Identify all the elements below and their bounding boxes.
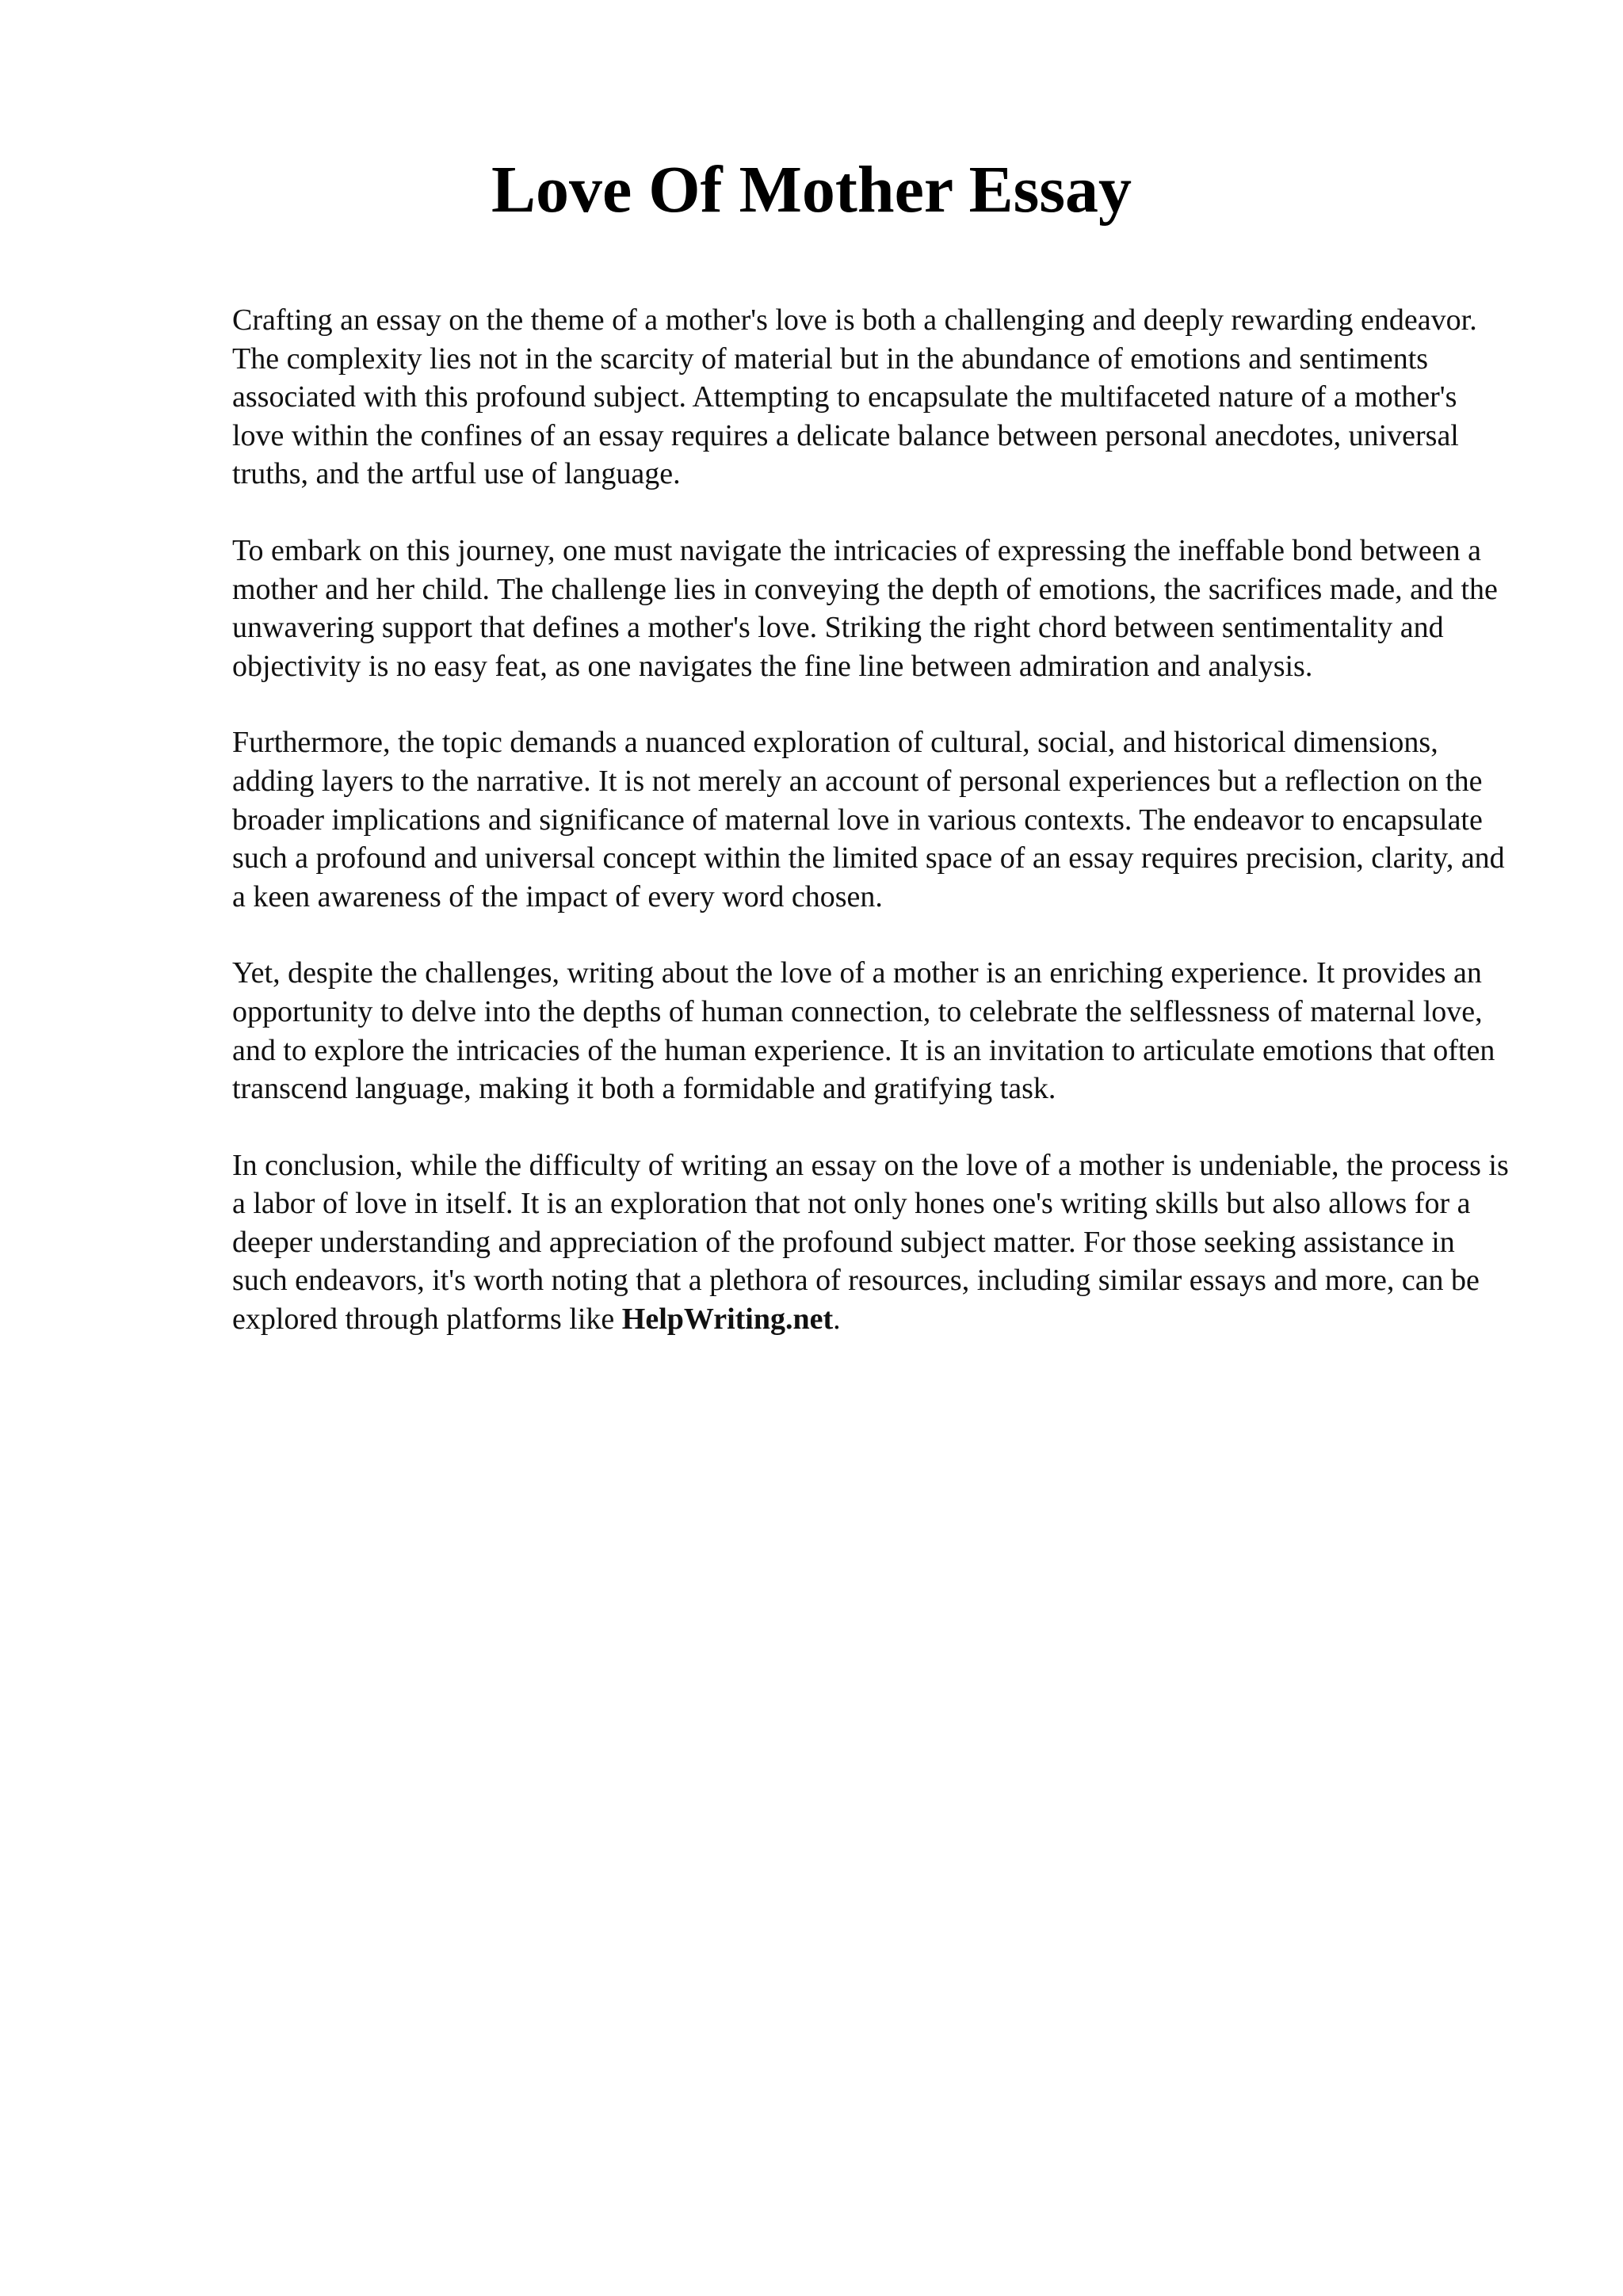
helpwriting-link[interactable]: HelpWriting.net [621, 1302, 834, 1337]
paragraph-conclusion [232, 1146, 1516, 1339]
conclusion-end: . [833, 1302, 841, 1337]
paragraph-2: To embark on this journey, one must navigate the intricacies of expressing the ineffable bond between a mother and her child. The challenge lies in conveying the depth of emotions, the sacrifices made, and the unwavering support that defines a mother's love. Striking the right chord between sentimentality and objectivity is no easy feat, as one navigates the fine line between admiration and analysis. [232, 533, 1498, 683]
conclusion-text: In conclusion, while the difficulty of writing an essay on the love of a mother is undeniable, the process is a labor of love in itself. It is an exploration that not only hones one's writing skills but also allows for a deeper understanding and appreciation of the profound subject matter. For those seeking assistance in such endeavors, it's worth noting that a plethora of resources, including similar essays and more, can be explored through platforms like [232, 1148, 1509, 1337]
page-title: Love Of Mother Essay [491, 153, 1132, 227]
paragraph-3: Furthermore, the topic demands a nuanced exploration of cultural, social, and historical dimensions, adding layers to the narrative. It is not merely an account of personal experiences but a reflection on the broader implications and significance of maternal love in various contexts. The endeavor to encapsulate such a profound and universal concept within the limited space of an essay requires precision, clarity, and a keen awareness of the impact of every word chosen. [232, 726, 1505, 913]
essay-body [232, 301, 1516, 1377]
paragraph-4: Yet, despite the challenges, writing about the love of a mother is an enriching experience. It provides an opportunity to delve into the depths of human connection, to celebrate the selflessness of maternal love, and to explore the intricacies of the human experience. It is an invitation to articulate emotions that often transcend language, making it both a formidable and gratifying task. [232, 956, 1495, 1106]
paragraph-1: Crafting an essay on the theme of a mother's love is both a challenging and deeply rewarding endeavor. The complexity lies not in the scarcity of material but in the abundance of emotions and sentiments associated with this profound subject. Attempting to encapsulate the multifaceted nature of a mother's love within the confines of an essay requires a delicate balance between personal anecdotes, universal truths, and the artful use of language. [232, 303, 1477, 491]
